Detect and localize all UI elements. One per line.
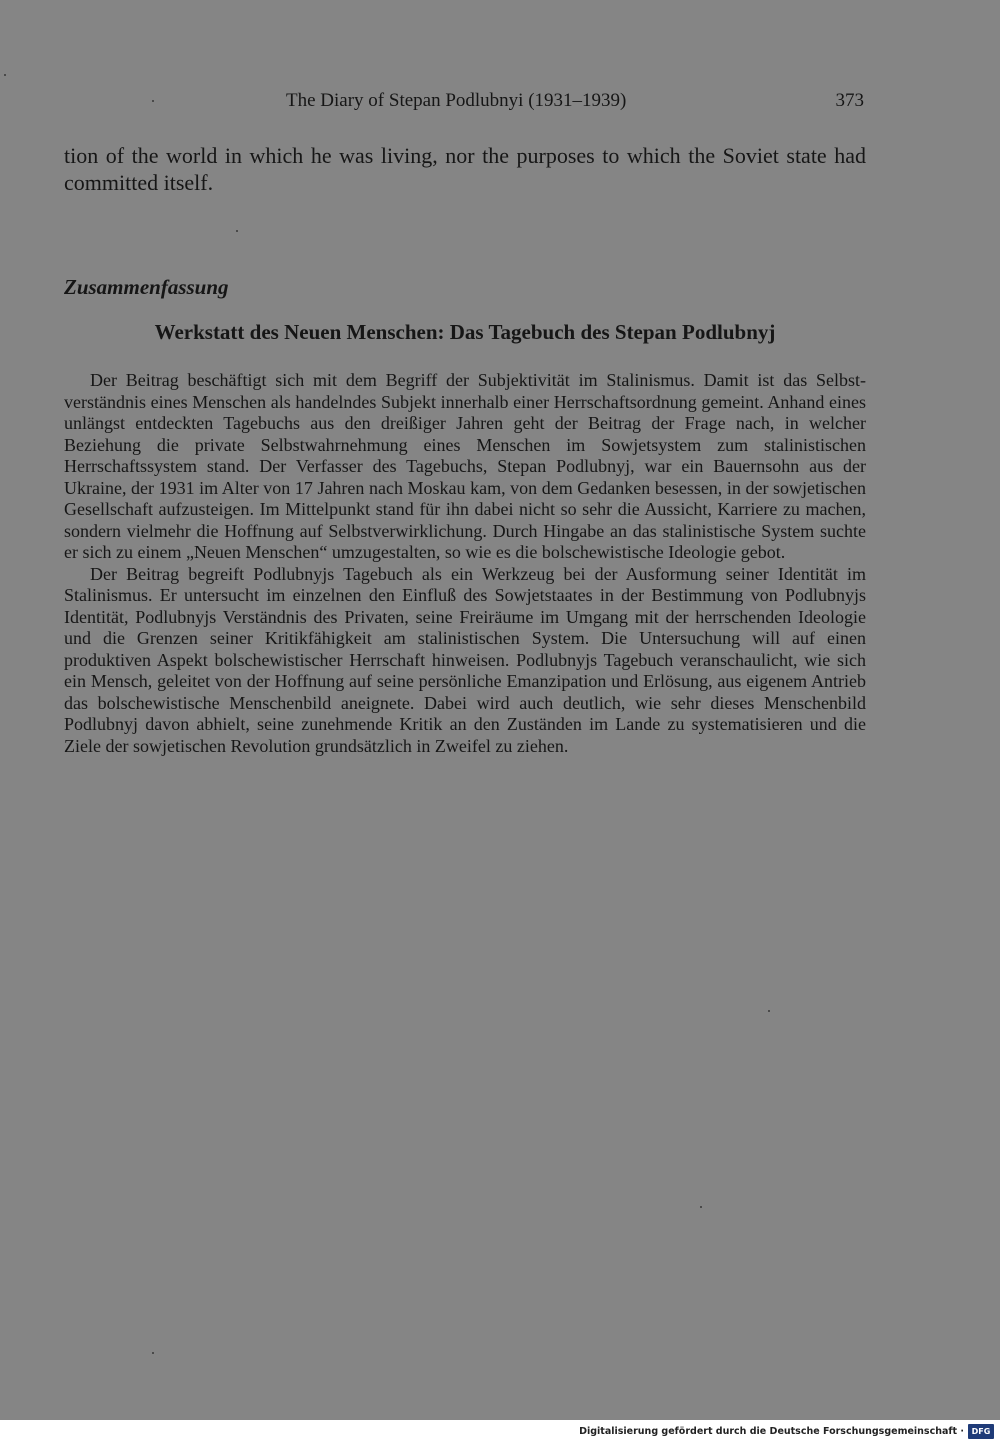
digitization-footer bbox=[0, 1420, 1000, 1446]
running-head bbox=[64, 90, 866, 114]
page-number: 373 bbox=[835, 90, 864, 111]
summary-title: Werkstatt des Neuen Menschen: Das Tagebuch des Stepan Podlubnyj bbox=[154, 320, 776, 344]
section-label: Zusammenfassung bbox=[64, 275, 229, 299]
summary-paragraph-1: Der Beitrag beschäftigt sich mit dem Begriff der Subjektivität im Stalinismus. Damit ist das Selbstverständnis eines Menschen als handelndes Subjekt innerhalb einer Herrschaftsordnung gemeint. Anhand eines unlängst entdeckten Tagebuchs aus den dreißiger Jahren geht der Beitrag der Frage nach, in welcher Beziehung die private Selbstwahrnehmung eines Menschen im Sowjetsystem zum stalinistischen Herrschaftssystem stand. Der Verfasser des Tagebuchs, Stepan Podlubnyj, war ein Bauernsohn aus der Ukraine, der 1931 im Alter von 17 Jahren nach Moskau kam, von dem Gedanken besessen, in der sowjetischen Gesellschaft aufzusteigen. Im Mittelpunkt stand für ihn dabei nicht so sehr die Aussicht, Karriere zu machen, sondern vielmehr die Hoffnung auf Selbstverwirklichung. Durch Hingabe an das stalinistische System suchte er sich zu einem „Neuen Menschen“ umzugestalten, so wie es die bolschewistische Ideologie gebot. bbox=[64, 370, 866, 562]
scan-speck bbox=[152, 100, 154, 102]
summary-body bbox=[64, 370, 866, 757]
running-title: The Diary of Stepan Podlubnyi (1931–1939) bbox=[286, 90, 627, 111]
summary-paragraph-2: Der Beitrag begreift Podlubnyjs Tagebuch als ein Werkzeug bei der Ausformung seiner Identität im Stalinismus. Er untersucht im einzelnen den Einfluß des Sowjetstaates in der Bestimmung von Podlubnyjs Identität, Podlubnyjs Verständnis des Privaten, seine Freiräume im Umgang mit der herrschenden Ideologie und die Grenzen seiner Kritikfähigkeit am stalinistischen System. Die Untersuchung will auf einen produktiven Aspekt bolschewistischer Herrschaft hinweisen. Podlubnyjs Tagebuch veranschaulicht, wie sich ein Mensch, geleitet von der Hoffnung auf seine persönliche Emanzipation und Erlösung, aus eigenem Antrieb das bolschewistische Menschenbild aneignete. Dabei wird auch deutlich, wie sehr dieses Menschenbild Podlubnyj davon abhielt, seine zunehmende Kritik an den Zuständen im Lande zu systematisieren und die Ziele der sowjetischen Revolution grundsätzlich in Zweifel zu ziehen. bbox=[64, 563, 866, 756]
scan-speck bbox=[700, 1206, 702, 1208]
scan-speck bbox=[152, 1352, 154, 1354]
dfg-logo-icon: DFG bbox=[968, 1424, 994, 1439]
scan-speck bbox=[236, 230, 238, 232]
scan-speck bbox=[4, 74, 6, 76]
carry-over-paragraph: tion of the world in which he was living, nor the purposes to which the Soviet state had committed itself. bbox=[64, 143, 866, 195]
scan-speck bbox=[768, 1010, 770, 1012]
footer-credit: Digitalisierung gefördert durch die Deutsche Forschungsgemeinschaft · bbox=[579, 1426, 964, 1437]
